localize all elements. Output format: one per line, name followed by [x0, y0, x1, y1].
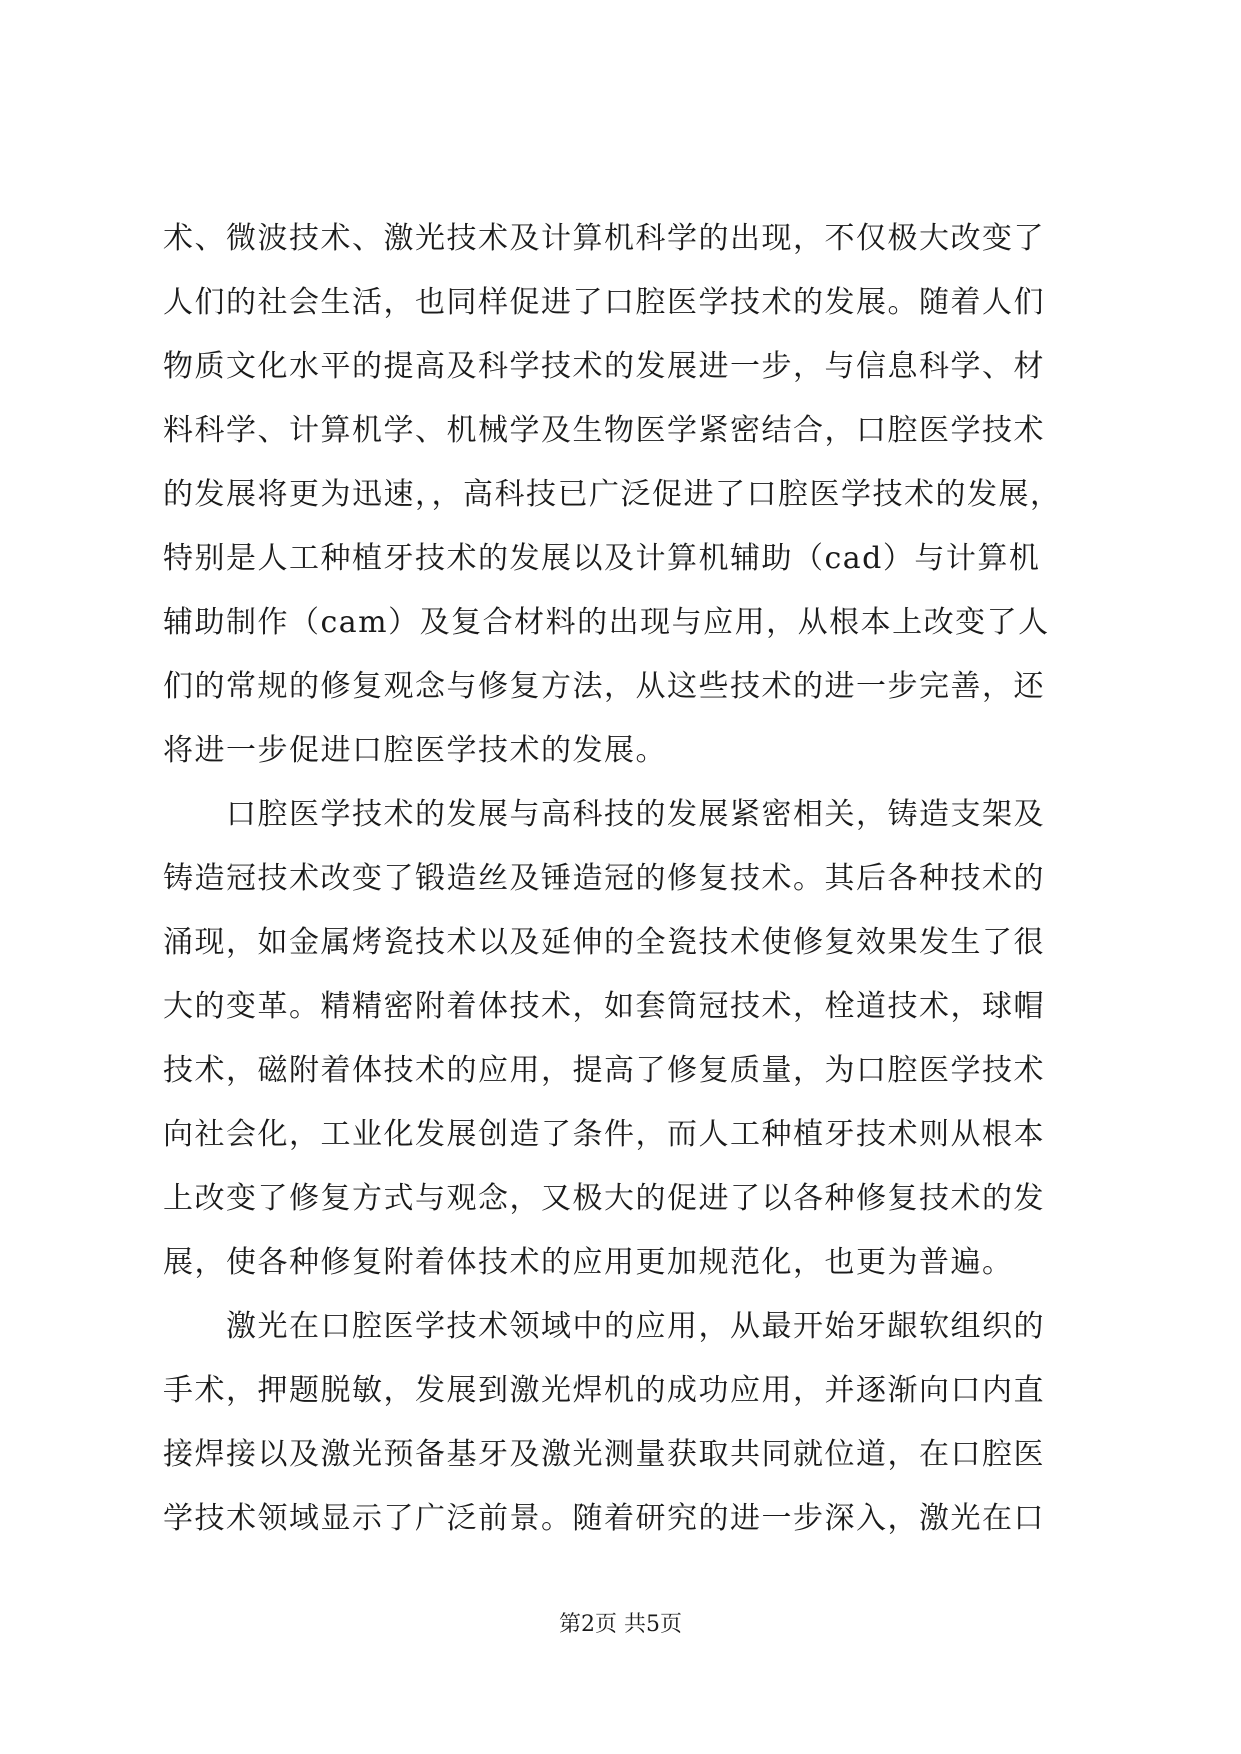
text-line: 大的变革。精精密附着体技术，如套筒冠技术，栓道技术，球帽: [163, 989, 1045, 1024]
text-line: 物质文化水平的提高及科学技术的发展进一步，与信息科学、材: [163, 349, 1045, 384]
text-line: 上改变了修复方式与观念，又极大的促进了以各种修复技术的发: [163, 1181, 1045, 1216]
body-text: [163, 207, 1093, 1551]
text-line: 学技术领域显示了广泛前景。随着研究的进一步深入，激光在口: [163, 1501, 1045, 1536]
text-line: 人们的社会生活，也同样促进了口腔医学技术的发展。随着人们: [163, 285, 1045, 320]
text-line: 手术，押题脱敏，发展到激光焊机的成功应用，并逐渐向口内直: [163, 1373, 1045, 1408]
text-line: 铸造冠技术改变了锻造丝及锤造冠的修复技术。其后各种技术的: [163, 861, 1045, 896]
text-line: 技术，磁附着体技术的应用，提高了修复质量，为口腔医学技术: [163, 1053, 1045, 1088]
text-line: 口腔医学技术的发展与高科技的发展紧密相关，铸造支架及: [163, 797, 1045, 832]
page-number-footer: 第2页 共5页: [559, 1612, 682, 1637]
text-line: 接焊接以及激光预备基牙及激光测量获取共同就位道，在口腔医: [163, 1437, 1045, 1472]
text-line: 激光在口腔医学技术领域中的应用，从最开始牙龈软组织的: [163, 1309, 1045, 1344]
text-line: 展，使各种修复附着体技术的应用更加规范化，也更为普遍。: [163, 1245, 1014, 1280]
text-line: 特别是人工种植牙技术的发展以及计算机辅助（cad）与计算机: [163, 541, 1041, 576]
text-line: 涌现，如金属烤瓷技术以及延伸的全瓷技术使修复效果发生了很: [163, 925, 1045, 960]
text-line: 的发展将更为迅速，，高科技已广泛促进了口腔医学技术的发展，: [163, 477, 1062, 512]
text-line: 术、微波技术、激光技术及计算机科学的出现，不仅极大改变了: [163, 221, 1045, 256]
text-line: 辅助制作（cam）及复合材料的出现与应用，从根本上改变了人: [163, 605, 1050, 640]
text-line: 向社会化，工业化发展创造了条件，而人工种植牙技术则从根本: [163, 1117, 1045, 1152]
text-line: 将进一步促进口腔医学技术的发展。: [163, 733, 667, 768]
text-line: 料科学、计算机学、机械学及生物医学紧密结合，口腔医学技术: [163, 413, 1045, 448]
text-line: 们的常规的修复观念与修复方法，从这些技术的进一步完善，还: [163, 669, 1045, 704]
